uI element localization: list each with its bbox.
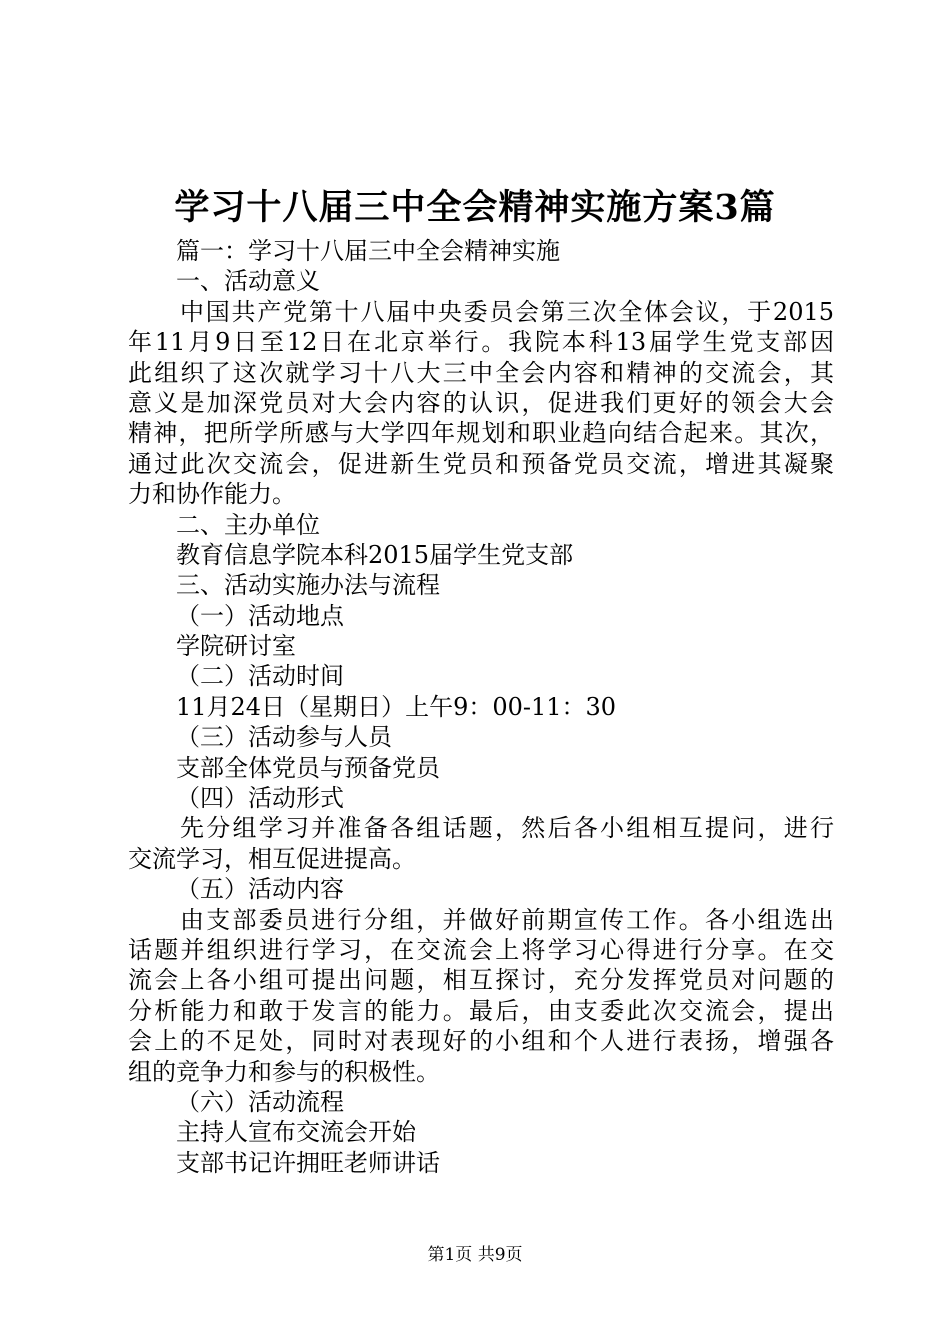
paragraph-line: 篇一：学习十八届三中全会精神实施 — [176, 237, 560, 265]
paragraph-line: 分析能力和敢于发言的能力。最后，由支委此次交流会，提出 — [128, 996, 834, 1025]
paragraph-line: 学院研讨室 — [176, 632, 296, 661]
paragraph-line: 先分组学习并准备各组话题，然后各小组相互提问，进行 — [180, 814, 834, 843]
paragraph-line: 二、主办单位 — [176, 510, 320, 539]
paragraph-line: 力和协作能力。 — [128, 480, 296, 509]
paragraph-line: 中国共产党第十八届中央委员会第三次全体会议，于2015 — [180, 297, 834, 326]
paragraph-line: （五）活动内容 — [176, 875, 344, 904]
paragraph-line: 此组织了这次就学习十八大三中全会内容和精神的交流会，其 — [128, 358, 834, 387]
paragraph-line: 年11月9日至12日在北京举行。我院本科13届学生党支部因 — [128, 328, 834, 357]
paragraph-line: 流会上各小组可提出问题，相互探讨，充分发挥党员对问题的 — [128, 966, 834, 995]
paragraph-line: （一）活动地点 — [176, 601, 344, 630]
paragraph-line: （四）活动形式 — [176, 784, 344, 813]
paragraph-line: （二）活动时间 — [176, 662, 344, 691]
paragraph-line: 话题并组织进行学习，在交流会上将学习心得进行分享。在交 — [128, 935, 834, 964]
paragraph-line: （三）活动参与人员 — [176, 723, 392, 752]
paragraph-line: 组的竞争力和参与的积极性。 — [128, 1057, 440, 1086]
paragraph-line: 由支部委员进行分组，并做好前期宣传工作。各小组选出 — [180, 905, 834, 934]
paragraph-line: 教育信息学院本科2015届学生党支部 — [176, 540, 574, 569]
document-title: 学习十八届三中全会精神实施方案3篇 — [174, 187, 776, 228]
paragraph-line: 精神，把所学所感与大学四年规划和职业趋向结合起来。其次， — [128, 419, 834, 448]
document-body — [128, 236, 834, 1178]
paragraph-line: 支部全体党员与预备党员 — [176, 753, 440, 782]
paragraph-line: 通过此次交流会，促进新生党员和预备党员交流，增进其凝聚 — [128, 449, 834, 478]
paragraph-line: 交流学习，相互促进提高。 — [128, 844, 416, 873]
paragraph-line: 会上的不足处，同时对表现好的小组和个人进行表扬，增强各 — [128, 1027, 834, 1056]
paragraph-line: 一、活动意义 — [176, 267, 320, 296]
page-footer: 第1页 共9页 — [427, 1245, 523, 1265]
paragraph-line: 11月24日（星期日）上午9：00-11：30 — [176, 692, 617, 721]
paragraph-line: 主持人宣布交流会开始 — [176, 1118, 416, 1147]
paragraph-line: （六）活动流程 — [176, 1087, 344, 1116]
paragraph-line: 支部书记许拥旺老师讲话 — [176, 1148, 440, 1177]
paragraph-line: 意义是加深党员对大会内容的认识，促进我们更好的领会大会 — [128, 388, 834, 417]
paragraph-line: 三、活动实施办法与流程 — [176, 571, 440, 600]
